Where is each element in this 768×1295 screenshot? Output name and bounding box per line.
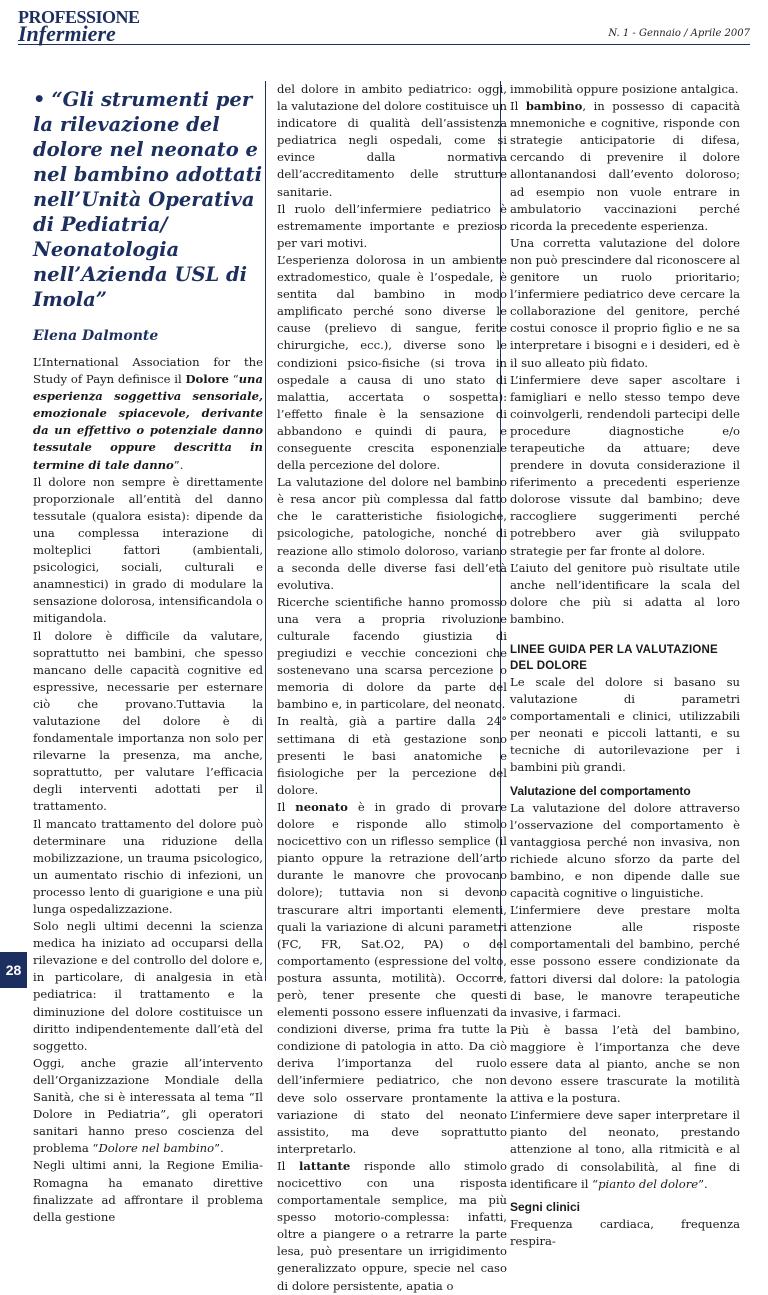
paragraph: L’infermiere deve prestare molta attenzione alle risposte comportamentali del bambino, perché esse possono essere condizionate da fattori diversi dal dolore: la patologia di base, le manovre terapeutiche invasive, i farmaci. [510,903,740,1020]
paragraph: L’aiuto del genitore può risultate utile anche nell’identificare la scala del dolore che più si adatta al loro bambino. [510,560,740,626]
article-title [33,87,263,312]
column-3 [510,81,740,1250]
column-1 [33,87,263,1226]
header-rule [18,44,750,45]
paragraph: Il dolore non sempre è direttamente proporzionale all’entità del danno tessutale (qualora esista): dipende da una complessa interazione di molteplici fattori (ambientali, psicologici, sociali, culturali e anamnestici) in grado di modulare la sensazione dolorosa, intensificandola o mitigandola. [33,474,263,626]
paragraph: L’esperienza dolorosa in un ambiente extradomestico, quale è l’ospedale, è sentita dal bambino in modo amplificato perché sono diverse le cause (prelievo di sangue, ferite chirurgiche, ecc.), diverse sono le condizioni psico-fisiche (si trova in ospedale a causa di uno stato di malattia, accertata o sospetta): l’effetto finale è la sensazione di abbandono e quindi di paura, e conseguente crescita esponenziale della percezione del dolore. [277,252,507,473]
magazine-logo [18,8,168,48]
paragraph: Ricerche scientifiche hanno promosso una vera a propria rivoluzione culturale facendo giustizia di pregiudizi e vecchie concezioni che sostenevano una scarsa percezione o memoria di dolore da parte del bambino e, in particolare, del neonato. [277,594,507,712]
logo-line-2: Infermiere [18,21,116,46]
article-title-text: “Gli strumenti per la rilevazione del dolore nel neonato e nel bambino adottati nell’Unità Operativa di Pediatria/ Neonatologia nell’Azienda USL di Imola” [33,88,263,311]
paragraph: Frequenza cardiaca, frequenza respira- [510,1216,740,1248]
paragraph: Il lattante risponde allo stimolo nocicettivo con una risposta comportamentale semplice, ma più spesso motorio-complessa: infatti, oltre a piangere o a retrarre la parte lesa, può presentare un irrigidimento generalizzato oppure, specie nel caso di dolore persistente, apatia o [277,1158,507,1293]
paragraph: Il ruolo dell’infermiere pediatrico è estremamente importante e prezioso per vari motivi. [277,201,507,250]
logo-line-1: PROFESSIONE [18,7,140,27]
page-number: 28 [0,952,27,988]
paragraph: Negli ultimi anni, la Regione Emilia-Romagna ha emanato direttive finalizzate ad affrontare il problema della gestione [33,1158,263,1224]
paragraph: Una corretta valutazione del dolore non può prescindere dal riconoscere al genitore un ruolo prioritario; l’infermiere pediatrico deve cercare la collaborazione del genitore, perché costui conosce il proprio figlio e ne sa interpretare i bisogni e i desideri, ed è il suo alleato più fidato. [510,235,740,370]
paragraph: Solo negli ultimi decenni la scienza medica ha iniziato ad occuparsi della rilevazione e del controllo del dolore e, in particolare, di analgesia in età pediatrica: il trattamento e la diminuzione del dolore costituisce un diritto indipendentemente dall’età del soggetto. [33,919,263,1053]
column-2 [277,81,507,1295]
paragraph: L’infermiere deve saper interpretare il pianto del neonato, prestando attenzione al tono, alla ritmicità e al grado di consolabilità, al fine di identificare il “pianto del dolore”. [510,1108,740,1191]
subsection-heading: Segni clinici [510,1199,581,1214]
paragraph: L’International Association for the Study of Payn definisce il Dolore “una esperienza soggettiva sensoriale, emozionale spiacevole, derivante da un effettivo o potenziale danno tessutale oppure descritta in termine di tale danno”. [33,355,263,472]
paragraph: del dolore in ambito pediatrico: oggi, la valutazione del dolore costituisce un indicatore di qualità dell’assistenza pediatrica negli ospedali, come si evince dalla normativa dell’accreditamento delle strutture sanitarie. [277,82,507,199]
column-divider [265,81,266,981]
paragraph: Più è bassa l’età del bambino, maggiore è l’importanza che deve essere data al pianto, anche se non devono essere trascurate la motilità attiva e la postura. [510,1022,740,1106]
title-bullet: • [33,88,46,111]
section-heading: LINEE GUIDA PER LA VALUTAZIONE DEL DOLORE [510,644,718,672]
paragraph: In realtà, già a partire dalla 24° settimana di età gestazione sono presenti le basi anatomiche e fisiologiche per la percezione del dolore. [277,714,507,797]
paragraph: La valutazione del dolore attraverso l’osservazione del comportamento è vantaggiosa perché non invasiva, non richiede alcuno sforzo da parte del bambino, e non dipende dalle sue capacità cognitive o linguistiche. [510,800,740,901]
article-author: Elena Dalmonte [33,328,159,344]
issue-info: N. 1 - Gennaio / Aprile 2007 [608,28,750,39]
paragraph: Le scale del dolore si basano su valutazione di parametri comportamentali e clinici, utilizzabili per neonati e piccoli lattanti, e su tecniche di autorilevazione per i bambini più grandi. [510,675,740,775]
subsection-heading: Valutazione del comportamento [510,783,691,798]
paragraph: La valutazione del dolore nel bambino è resa ancor più complessa dal fatto che le caratteristiche fisiologiche, psicologiche, patologiche, nonché di reazione allo stimolo doloroso, variano a seconda delle diverse fasi dell’età evolutiva. [277,475,507,592]
paragraph: immobilità oppure posizione antalgica. [510,82,739,96]
paragraph: L’infermiere deve saper ascoltare i famigliari e nello stesso tempo deve coinvolgerli, rendendoli partecipi delle procedure diagnostiche e/o terapeutiche da attuare; deve prendere in dovuta considerazione il riferimento a precedenti esperienze dolorose vissute dal bambino; deve raccogliere suggerimenti perché potrebbero aver già sviluppato strategie per far fronte al dolore. [510,372,740,558]
paragraph: Il mancato trattamento del dolore può determinare una riduzione della mobilizzazione, un trauma psicologico, un aumentato rischio di infezioni, un processo lento di guarigione e una più lunga ospedalizzazione. [33,816,263,916]
paragraph: Il dolore è difficile da valutare, soprattutto nei bambini, che spesso mancano delle capacità cognitive ed espressive, necessarie per esternare ciò che provano.Tuttavia la valutazione del dolore è di fondamentale importanza non solo per rilevarne la presenza, ma anche, soprattutto, per valutare l’efficacia degli interventi adottati per il trattamento. [33,628,263,814]
paragraph: Oggi, anche grazie all’intervento dell’Organizzazione Mondiale della Sanità, che si è interessata al tema “Il Dolore in Pediatria”, gli operatori sanitari hanno preso coscienza del problema “Dolore nel bambino”. [33,1055,263,1156]
paragraph: Il bambino, in possesso di capacità mnemoniche e cognitive, risponde con strategie anticipatorie di difesa, cercando di prevenire il dolore allontanandosi dall’evento doloroso; ad esempio non vuole entrare in ambulatorio vaccinazioni perché ricorda la precedente esperienza. [510,99,740,233]
paragraph: Il neonato è in grado di provare dolore e risponde allo stimolo nocicettivo con un riflesso semplice (il pianto oppure la retrazione dell’arto durante le manovre che provocano dolore); tuttavia non si devono trascurare altri importanti elementi, quali la variazione di alcuni parametri (FC, FR, Sat.O2, PA) o del comportamento (espressione del volto, postura assunta, motilità). Occorre, però, tener presente che questi elementi possono essere influenzati da condizioni diverse, prima fra tutte la condizione di patologia in atto. Da ciò deriva l’importanza del ruolo dell’infermiere pediatrico, che non deve solo osservare prontamente la variazione di stato del neonato assistito, ma deve soprattutto interpretarlo. [277,799,507,1156]
